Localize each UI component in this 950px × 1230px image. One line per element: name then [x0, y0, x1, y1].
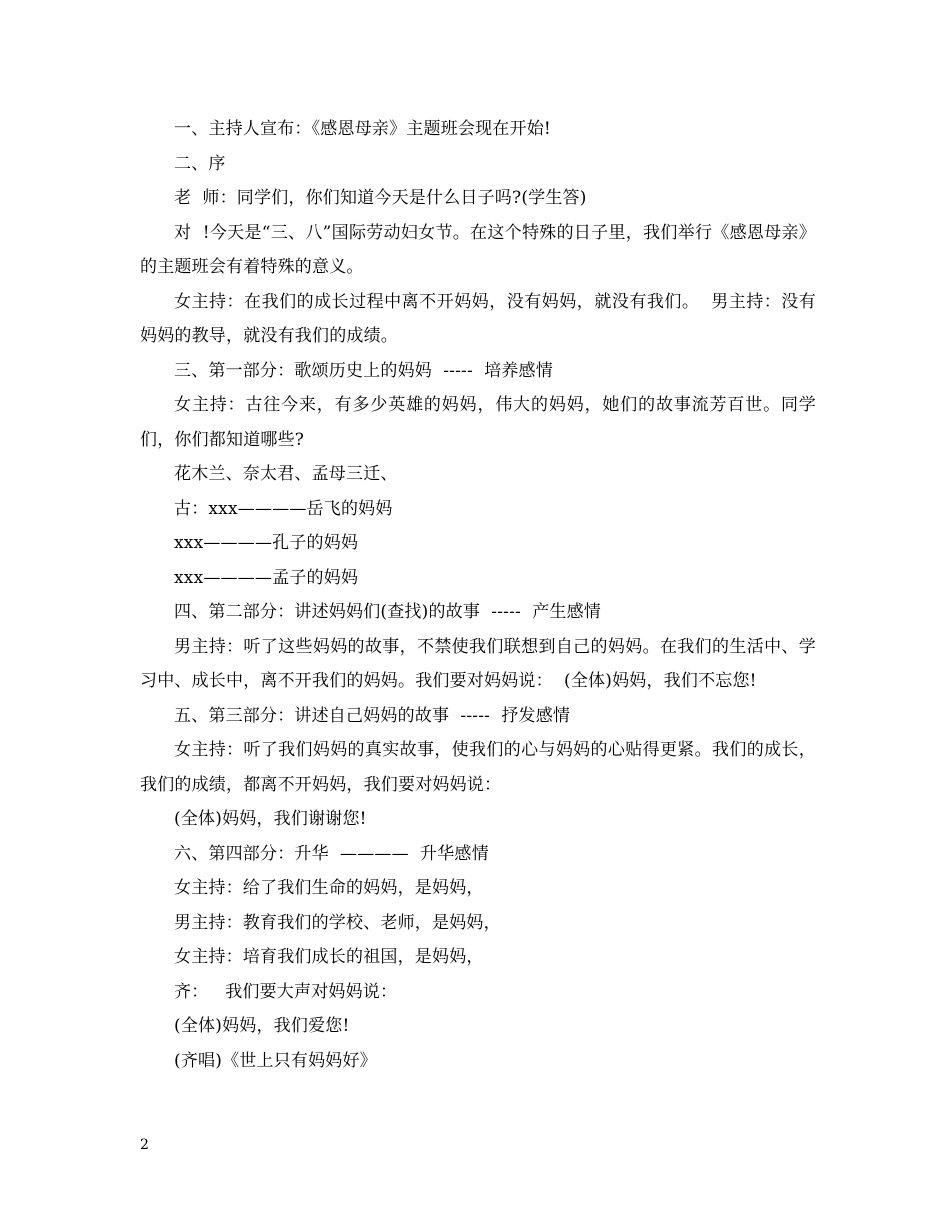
paragraph-part-one-heading: 三、第一部分：歌颂历史上的妈妈 ----- 培养感情 — [174, 360, 553, 381]
paragraph-yuefei-mother: 古：xxx————岳飞的妈妈 — [174, 498, 393, 519]
paragraph-all-thank-you: (全体)妈妈，我们谢谢您! — [174, 809, 367, 829]
paragraph-teacher-question: 老 师：同学们，你们知道今天是什么日子吗?(学生答) — [174, 188, 587, 208]
page-number: 2 — [140, 1137, 149, 1153]
paragraph-all-love-you: (全体)妈妈，我们爱您! — [174, 1016, 350, 1036]
paragraph-confucius-mother: xxx————孔子的妈妈 — [174, 533, 359, 553]
paragraph-chorus-song: (齐唱)《世上只有妈妈好》 — [174, 1050, 377, 1071]
paragraph-male-host-stories: 男主持：听了这些妈妈的故事，不禁使我们联想到自己的妈妈。在我们的生活中、学习中、成长中，离不开我们的妈妈。我们要对妈妈说： (全体)妈妈，我们不忘您! — [140, 636, 816, 691]
paragraph-famous-mothers: 花木兰、奈太君、孟母三迁、 — [174, 464, 398, 484]
paragraph-female-host-history: 女主持：古往今来，有多少英雄的妈妈，伟大的妈妈，她们的故事流芳百世。同学们，你们都知道哪些? — [140, 395, 816, 450]
paragraph-female-host-real-stories: 女主持：听了我们妈妈的真实故事，使我们的心与妈妈的心贴得更紧。我们的成长，我们的成绩，都离不开妈妈，我们要对妈妈说： — [140, 740, 816, 795]
paragraph-preface-heading: 二、序 — [174, 153, 226, 174]
paragraph-mencius-mother: xxx————孟子的妈妈 — [174, 567, 359, 588]
paragraph-womens-day: 对 !今天是“三、八”国际劳动妇女节。在这个特殊的日子里，我们举行《感恩母亲》的主题班会有着特殊的意义。 — [140, 222, 816, 277]
paragraph-part-four-heading: 六、第四部分：升华 ———— 升华感情 — [174, 843, 489, 864]
paragraph-female-host-motherland: 女主持：培育我们成长的祖国，是妈妈， — [174, 947, 484, 967]
paragraph-female-host-life: 女主持：给了我们生命的妈妈，是妈妈， — [174, 878, 484, 898]
paragraph-hosts-intro: 女主持：在我们的成长过程中离不开妈妈，没有妈妈，就没有我们。 男主持：没有妈妈的教导，就没有我们的成绩。 — [140, 291, 816, 346]
document-body — [140, 112, 816, 1078]
paragraph-male-host-school: 男主持：教育我们的学校、老师，是妈妈， — [174, 912, 501, 933]
paragraph-announcement: 一、主持人宣布：《感恩母亲》主题班会现在开始! — [174, 119, 551, 139]
paragraph-part-two-heading: 四、第二部分：讲述妈妈们(查找)的故事 ----- 产生感情 — [174, 602, 601, 622]
paragraph-together-say: 齐： 我们要大声对妈妈说： — [174, 981, 398, 1002]
paragraph-part-three-heading: 五、第三部分：讲述自己妈妈的故事 ----- 抒发感情 — [174, 705, 571, 726]
